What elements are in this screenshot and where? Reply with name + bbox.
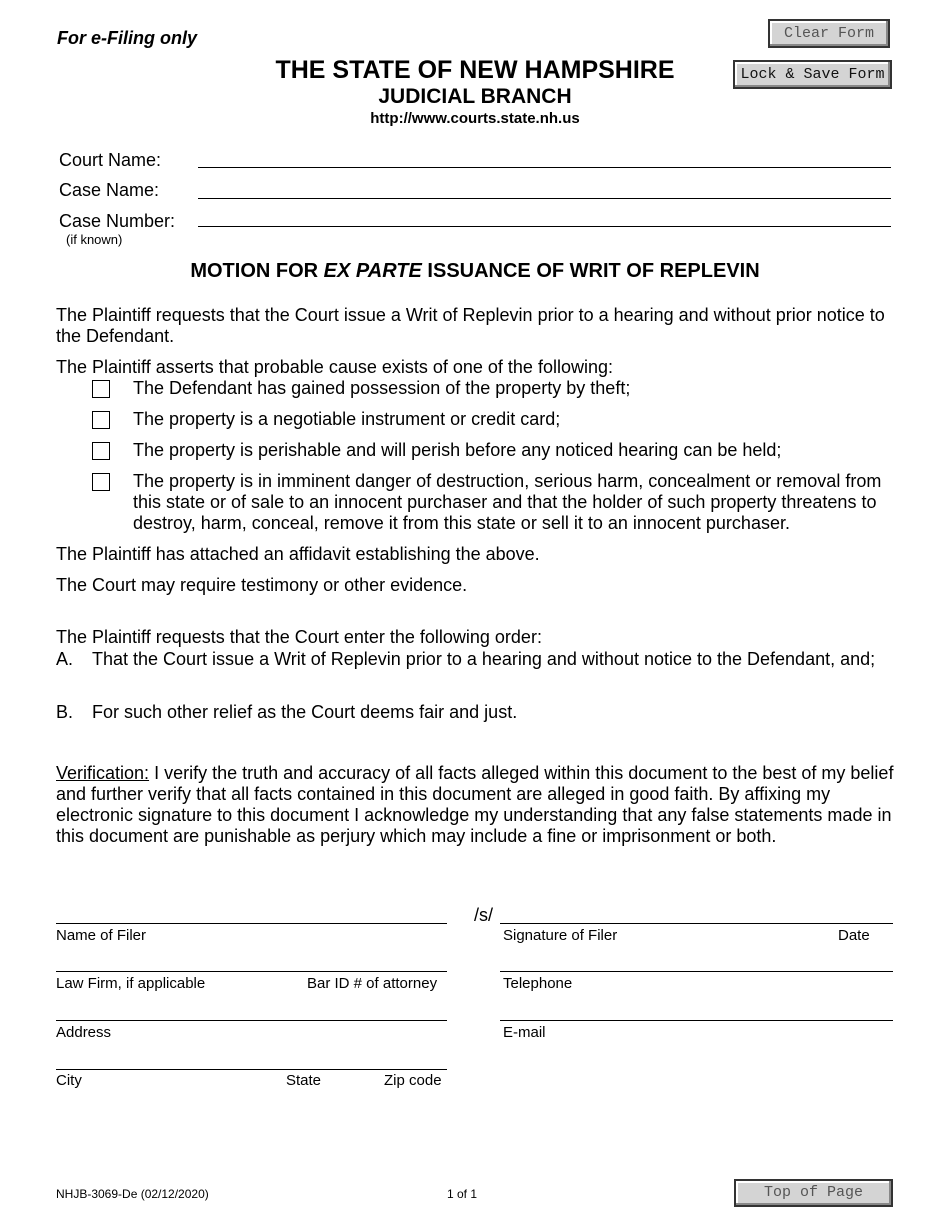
- email-field[interactable]: [500, 1020, 893, 1021]
- address-label: Address: [56, 1024, 112, 1041]
- email-label: E-mail: [503, 1024, 546, 1041]
- order-a-letter: A.: [56, 649, 74, 669]
- option-perishable-checkbox[interactable]: [92, 442, 110, 460]
- page-number: 1 of 1: [447, 1187, 478, 1201]
- option-negotiable-text: The property is a negotiable instrument or credit card;: [133, 409, 561, 429]
- clear-form-button[interactable]: Clear Form: [768, 19, 890, 48]
- order-intro: The Plaintiff requests that the Court enter the following order:: [56, 627, 542, 647]
- affidavit-statement: The Plaintiff has attached an affidavit establishing the above.: [56, 544, 540, 564]
- address-field[interactable]: [56, 1020, 447, 1021]
- option-theft-checkbox[interactable]: [92, 380, 110, 398]
- zip-code-label: Zip code: [384, 1072, 442, 1089]
- case-name-label: Case Name:: [59, 180, 160, 200]
- law-firm-label: Law Firm, if applicable: [56, 975, 206, 992]
- top-of-page-button[interactable]: Top of Page: [734, 1179, 893, 1207]
- case-number-label: Case Number:: [59, 211, 176, 231]
- if-known-note: (if known): [66, 232, 123, 247]
- intro-paragraph: The Plaintiff requests that the Court issue a Writ of Replevin prior to a hearing and without prior notice to the Defendant.: [56, 305, 885, 346]
- signature-of-filer-label: Signature of Filer: [503, 927, 618, 944]
- telephone-label: Telephone: [503, 975, 573, 992]
- courts-url: http://www.courts.state.nh.us: [370, 110, 580, 127]
- city-label: City: [56, 1072, 82, 1089]
- signature-of-filer-field[interactable]: [500, 923, 893, 924]
- telephone-field[interactable]: [500, 971, 893, 972]
- lock-save-form-button[interactable]: Lock & Save Form: [733, 60, 892, 89]
- order-b-letter: B.: [56, 702, 74, 722]
- law-firm-field[interactable]: [56, 971, 447, 972]
- option-theft-text: The Defendant has gained possession of the property by theft;: [133, 378, 631, 398]
- name-of-filer-field[interactable]: [56, 923, 447, 924]
- form-id: NHJB-3069-De (02/12/2020): [56, 1187, 209, 1201]
- state-label: State: [286, 1072, 322, 1089]
- bar-id-label: Bar ID # of attorney: [307, 975, 438, 992]
- date-label: Date: [838, 927, 870, 944]
- order-a-text: That the Court issue a Writ of Replevin prior to a hearing and without notice to the Defendant, and;: [92, 649, 876, 669]
- option-imminent-danger-text: The property is in imminent danger of destruction, serious harm, concealment or removal from this state or of sale to an innocent purchaser and that the holder of such property threatens to destroy, harm, conceal, remove it from this state or sell it to an innocent purchaser.: [133, 471, 882, 533]
- motion-title: MOTION FOR EX PARTE ISSUANCE OF WRIT OF REPLEVIN: [190, 260, 760, 282]
- court-name-label: Court Name:: [59, 150, 162, 170]
- order-b-text: For such other relief as the Court deems fair and just.: [92, 702, 518, 722]
- efiling-notice: For e-Filing only: [57, 28, 197, 48]
- name-of-filer-label: Name of Filer: [56, 927, 147, 944]
- branch-heading: JUDICIAL BRANCH: [378, 85, 572, 108]
- verification-paragraph: Verification: I verify the truth and accuracy of all facts alleged within this document to the best of my belief and further verify that all facts contained in this document are alleged in good faith. By affixing my electronic signature to this document I acknowledge my understanding that any false statements made in this document are punishable as perjury which may include a fine or imprisonment or both.: [56, 763, 894, 846]
- option-perishable-text: The property is perishable and will perish before any noticed hearing can be held;: [133, 440, 782, 460]
- electronic-signature-mark: /s/: [474, 905, 494, 925]
- case-number-field[interactable]: [198, 226, 891, 227]
- asserts-paragraph: The Plaintiff asserts that probable cause exists of one of the following:: [56, 357, 613, 377]
- city-state-zip-field[interactable]: [56, 1069, 447, 1070]
- testimony-statement: The Court may require testimony or other evidence.: [56, 575, 468, 595]
- option-imminent-danger-checkbox[interactable]: [92, 473, 110, 491]
- state-heading: THE STATE OF NEW HAMPSHIRE: [275, 56, 675, 84]
- case-name-field[interactable]: [198, 198, 891, 199]
- option-negotiable-checkbox[interactable]: [92, 411, 110, 429]
- court-name-field[interactable]: [198, 167, 891, 168]
